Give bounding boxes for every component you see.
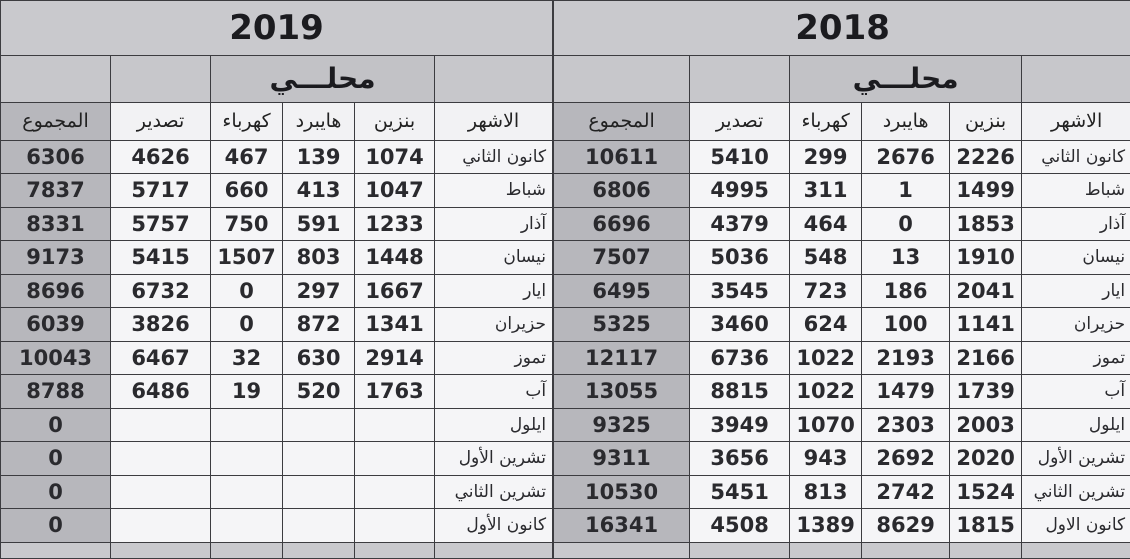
table-row xyxy=(1,274,553,308)
gasoline-column-header: بنزين xyxy=(355,102,435,140)
hybrid-cell: 297 xyxy=(283,274,355,308)
hybrid-cell: 872 xyxy=(283,308,355,342)
footer-cell xyxy=(862,542,950,558)
electric-cell: 660 xyxy=(211,174,283,208)
electric-cell xyxy=(211,509,283,543)
export-cell: 5410 xyxy=(690,140,790,174)
export-cell: 5757 xyxy=(111,207,211,241)
gasoline-cell: 1499 xyxy=(950,174,1022,208)
gasoline-cell: 2003 xyxy=(950,408,1022,442)
month-cell: آب xyxy=(1022,375,1130,409)
gasoline-cell: 2914 xyxy=(355,341,435,375)
month-column-header: الاشهر xyxy=(435,102,553,140)
total-cell: 6039 xyxy=(1,308,111,342)
export-cell: 3545 xyxy=(690,274,790,308)
electric-cell: 723 xyxy=(790,274,862,308)
hybrid-cell xyxy=(283,442,355,476)
local-group-heading: محلـــي xyxy=(790,56,1022,103)
month-column-header: الاشهر xyxy=(1022,102,1130,140)
total-cell: 0 xyxy=(1,509,111,543)
electric-cell: 624 xyxy=(790,308,862,342)
footer-cell xyxy=(790,542,862,558)
month-cell: كانون الأول xyxy=(435,509,553,543)
table-row xyxy=(1,442,553,476)
gasoline-cell xyxy=(355,442,435,476)
month-cell: ايلول xyxy=(1022,408,1130,442)
hybrid-cell: 2193 xyxy=(862,341,950,375)
table-row xyxy=(1,241,553,275)
hybrid-cell: 8629 xyxy=(862,509,950,543)
gasoline-cell: 1815 xyxy=(950,509,1022,543)
total-cell: 7837 xyxy=(1,174,111,208)
electric-cell: 548 xyxy=(790,241,862,275)
footer-cell xyxy=(690,542,790,558)
electric-cell: 1389 xyxy=(790,509,862,543)
hybrid-cell: 630 xyxy=(283,341,355,375)
month-cell: نيسان xyxy=(1022,241,1130,275)
electric-cell: 750 xyxy=(211,207,283,241)
total-cell: 16341 xyxy=(554,509,690,543)
table-row xyxy=(554,341,1130,375)
electric-column-header: كهرباء xyxy=(211,102,283,140)
table-row xyxy=(554,241,1130,275)
total-cell: 9325 xyxy=(554,408,690,442)
month-cell: كانون الاول xyxy=(1022,509,1130,543)
month-cell: تشرين الأول xyxy=(435,442,553,476)
gasoline-cell: 1341 xyxy=(355,308,435,342)
hybrid-cell xyxy=(283,408,355,442)
electric-cell: 1070 xyxy=(790,408,862,442)
month-cell: آب xyxy=(435,375,553,409)
total-cell: 0 xyxy=(1,475,111,509)
table-row xyxy=(1,341,553,375)
total-cell: 10043 xyxy=(1,341,111,375)
gasoline-cell: 1047 xyxy=(355,174,435,208)
electric-cell: 311 xyxy=(790,174,862,208)
hybrid-cell xyxy=(283,475,355,509)
month-cell: كانون الثاني xyxy=(435,140,553,174)
electric-cell: 299 xyxy=(790,140,862,174)
hybrid-cell xyxy=(283,509,355,543)
total-cell: 9173 xyxy=(1,241,111,275)
electric-cell xyxy=(211,408,283,442)
month-cell: تشرين الأول xyxy=(1022,442,1130,476)
group-blank-cell xyxy=(690,56,790,103)
month-cell: ايار xyxy=(1022,274,1130,308)
hybrid-cell: 2303 xyxy=(862,408,950,442)
gasoline-cell: 1233 xyxy=(355,207,435,241)
table-body-2018 xyxy=(554,140,1130,542)
electric-cell: 467 xyxy=(211,140,283,174)
table-row xyxy=(1,207,553,241)
table-row xyxy=(554,375,1130,409)
year-2018-heading: 2018 xyxy=(554,1,1130,56)
total-cell: 13055 xyxy=(554,375,690,409)
table-row xyxy=(1,174,553,208)
total-cell: 8696 xyxy=(1,274,111,308)
footer-cell xyxy=(950,542,1022,558)
electric-cell: 1022 xyxy=(790,375,862,409)
table-row xyxy=(1,140,553,174)
hybrid-cell: 139 xyxy=(283,140,355,174)
table-row xyxy=(1,509,553,543)
gasoline-cell: 1074 xyxy=(355,140,435,174)
total-cell: 10530 xyxy=(554,475,690,509)
hybrid-column-header: هايبرد xyxy=(862,102,950,140)
electric-cell: 32 xyxy=(211,341,283,375)
gasoline-cell: 1853 xyxy=(950,207,1022,241)
month-cell: ايلول xyxy=(435,408,553,442)
table-row xyxy=(554,174,1130,208)
export-cell: 6732 xyxy=(111,274,211,308)
gasoline-cell: 1910 xyxy=(950,241,1022,275)
total-cell: 5325 xyxy=(554,308,690,342)
month-cell: آذار xyxy=(435,207,553,241)
total-column-header: المجموع xyxy=(1,102,111,140)
export-column-header: تصدير xyxy=(690,102,790,140)
month-cell: آذار xyxy=(1022,207,1130,241)
export-cell: 4995 xyxy=(690,174,790,208)
hybrid-cell: 413 xyxy=(283,174,355,208)
gasoline-cell xyxy=(355,408,435,442)
hybrid-column-header: هايبرد xyxy=(283,102,355,140)
gasoline-cell: 2020 xyxy=(950,442,1022,476)
export-cell xyxy=(111,442,211,476)
gasoline-cell xyxy=(355,475,435,509)
month-cell: كانون الثاني xyxy=(1022,140,1130,174)
gasoline-cell: 1667 xyxy=(355,274,435,308)
total-column-header: المجموع xyxy=(554,102,690,140)
gasoline-cell: 1739 xyxy=(950,375,1022,409)
electric-cell: 19 xyxy=(211,375,283,409)
month-cell: شباط xyxy=(1022,174,1130,208)
export-cell: 5415 xyxy=(111,241,211,275)
hybrid-cell: 186 xyxy=(862,274,950,308)
table-row xyxy=(1,408,553,442)
export-cell: 5717 xyxy=(111,174,211,208)
month-cell: تشرين الثاني xyxy=(435,475,553,509)
table-row xyxy=(554,308,1130,342)
table-row xyxy=(554,408,1130,442)
hybrid-cell: 13 xyxy=(862,241,950,275)
footer-cell xyxy=(283,542,355,558)
footer-cell xyxy=(211,542,283,558)
hybrid-cell: 2742 xyxy=(862,475,950,509)
table-row xyxy=(1,475,553,509)
export-cell: 5036 xyxy=(690,241,790,275)
local-group-heading: محلـــي xyxy=(211,56,435,103)
export-cell: 3949 xyxy=(690,408,790,442)
export-cell: 6736 xyxy=(690,341,790,375)
footer-cell xyxy=(111,542,211,558)
total-cell: 0 xyxy=(1,408,111,442)
hybrid-cell: 100 xyxy=(862,308,950,342)
export-cell: 3826 xyxy=(111,308,211,342)
hybrid-cell: 0 xyxy=(862,207,950,241)
gasoline-column-header: بنزين xyxy=(950,102,1022,140)
export-cell: 3656 xyxy=(690,442,790,476)
table-2019 xyxy=(0,0,553,559)
hybrid-cell: 591 xyxy=(283,207,355,241)
gasoline-cell: 2226 xyxy=(950,140,1022,174)
electric-cell: 0 xyxy=(211,274,283,308)
export-column-header: تصدير xyxy=(111,102,211,140)
export-cell: 3460 xyxy=(690,308,790,342)
total-cell: 6306 xyxy=(1,140,111,174)
month-cell: نيسان xyxy=(435,241,553,275)
month-cell: حزيران xyxy=(1022,308,1130,342)
total-cell: 7507 xyxy=(554,241,690,275)
electric-cell xyxy=(211,475,283,509)
gasoline-cell: 1141 xyxy=(950,308,1022,342)
footer-cell xyxy=(435,542,553,558)
group-blank-cell xyxy=(1,56,111,103)
table-row xyxy=(554,475,1130,509)
electric-column-header: كهرباء xyxy=(790,102,862,140)
table-row xyxy=(1,308,553,342)
hybrid-cell: 520 xyxy=(283,375,355,409)
electric-cell: 813 xyxy=(790,475,862,509)
export-cell: 8815 xyxy=(690,375,790,409)
hybrid-cell: 1479 xyxy=(862,375,950,409)
gasoline-cell: 2041 xyxy=(950,274,1022,308)
export-cell: 4626 xyxy=(111,140,211,174)
electric-cell: 464 xyxy=(790,207,862,241)
total-cell: 8788 xyxy=(1,375,111,409)
hybrid-cell: 1 xyxy=(862,174,950,208)
month-cell: ايار xyxy=(435,274,553,308)
gasoline-cell: 1524 xyxy=(950,475,1022,509)
electric-cell: 1507 xyxy=(211,241,283,275)
export-cell: 6467 xyxy=(111,341,211,375)
export-cell xyxy=(111,509,211,543)
total-cell: 0 xyxy=(1,442,111,476)
gasoline-cell xyxy=(355,509,435,543)
hybrid-cell: 803 xyxy=(283,241,355,275)
month-cell: حزيران xyxy=(435,308,553,342)
group-blank-cell xyxy=(554,56,690,103)
export-cell xyxy=(111,475,211,509)
table-row xyxy=(554,207,1130,241)
table-row xyxy=(1,375,553,409)
table-2018 xyxy=(553,0,1130,559)
month-cell: شباط xyxy=(435,174,553,208)
hybrid-cell: 2692 xyxy=(862,442,950,476)
electric-cell: 1022 xyxy=(790,341,862,375)
group-blank-cell xyxy=(111,56,211,103)
footer-cell xyxy=(554,542,690,558)
hybrid-cell: 2676 xyxy=(862,140,950,174)
year-2019-heading: 2019 xyxy=(1,1,553,56)
total-cell: 8331 xyxy=(1,207,111,241)
electric-cell: 0 xyxy=(211,308,283,342)
export-cell: 4379 xyxy=(690,207,790,241)
export-cell: 5451 xyxy=(690,475,790,509)
table-row xyxy=(554,442,1130,476)
table-row xyxy=(554,274,1130,308)
gasoline-cell: 1763 xyxy=(355,375,435,409)
gasoline-cell: 1448 xyxy=(355,241,435,275)
footer-cell xyxy=(1,542,111,558)
export-cell: 6486 xyxy=(111,375,211,409)
group-blank-cell xyxy=(1022,56,1130,103)
electric-cell xyxy=(211,442,283,476)
gasoline-cell: 2166 xyxy=(950,341,1022,375)
month-cell: تموز xyxy=(1022,341,1130,375)
table-body-2019 xyxy=(1,140,553,542)
export-cell: 4508 xyxy=(690,509,790,543)
total-cell: 10611 xyxy=(554,140,690,174)
electric-cell: 943 xyxy=(790,442,862,476)
total-cell: 9311 xyxy=(554,442,690,476)
table-row xyxy=(554,509,1130,543)
total-cell: 6495 xyxy=(554,274,690,308)
group-blank-cell xyxy=(435,56,553,103)
footer-cell xyxy=(355,542,435,558)
footer-cell xyxy=(1022,542,1130,558)
month-cell: تشرين الثاني xyxy=(1022,475,1130,509)
month-cell: تموز xyxy=(435,341,553,375)
export-cell xyxy=(111,408,211,442)
total-cell: 6806 xyxy=(554,174,690,208)
total-cell: 12117 xyxy=(554,341,690,375)
table-row xyxy=(554,140,1130,174)
total-cell: 6696 xyxy=(554,207,690,241)
